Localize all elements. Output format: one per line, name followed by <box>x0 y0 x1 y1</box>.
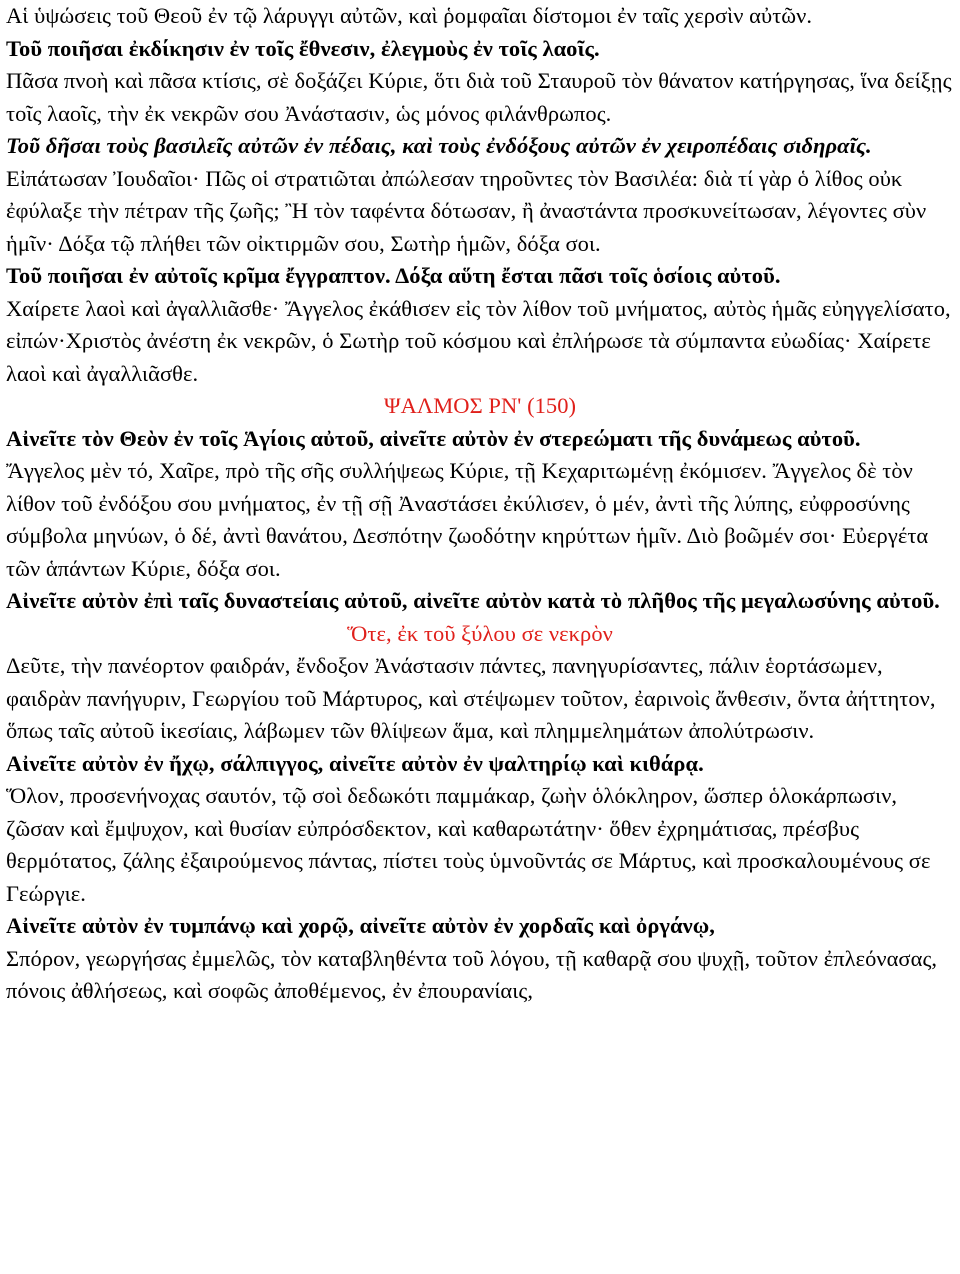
hymn-paragraph: Εἰπάτωσαν Ἰουδαῖοι· Πῶς οἱ στρατιῶται ἀπώλεσαν τηροῦντες τὸν Βασιλέα: διὰ τί γὰρ ὁ λίθος οὐκ ἐφύλαξε τὴν πέτραν τῆς ζωῆς; Ἢ τὸν ταφέντα δότωσαν, ἢ ἀναστάντα προσκυνείτωσαν, λέγοντες σὺν ἡμῖν· Δόξα τῷ πλήθει τῶν οἰκτιρμῶν σου, Σωτὴρ ἡμῶν, δόξα σοι. <box>6 165 927 256</box>
verse-paragraph: Αἱ ὑψώσεις τοῦ Θεοῦ ἐν τῷ λάρυγγι αὐτῶν, καὶ ῥομφαῖαι δίστομοι ἐν ταῖς χερσὶν αὐτῶν. <box>6 3 813 28</box>
hymn-paragraph: Δεῦτε, τὴν πανέορτον φαιδράν, ἔνδοξον Ἀνάστασιν πάντες, πανηγυρίσαντες, πάλιν ἑορτάσωμεν, φαιδρὰν πανήγυριν, Γεωργίου τοῦ Μάρτυρος, καὶ στέψωμεν τοῦτον, ἐαρινοὶς ἄνθεσιν, ὄντα ἀήττητον, ὅπως ταῖς αὐτοῦ ἱκεσίαις, λάβωμεν τῶν θλίψεων ἅμα, καὶ πλημμελημάτων ἀπολύτρωσιν. <box>6 653 936 743</box>
stichos-line: Αἰνεῖτε αὐτὸν ἐν ἤχῳ, σάλπιγγος, αἰνεῖτε αὐτὸν ἐν ψαλτηρίῳ καὶ κιθάρᾳ. <box>6 750 704 776</box>
stichos-line: Αἰνεῖτε αὐτὸν ἐν τυμπάνῳ καὶ χορῷ, αἰνεῖτε αὐτὸν ἐν χορδαῖς καὶ ὀργάνῳ, <box>6 913 715 938</box>
stichos-line: Αἰνεῖτε τὸν Θεὸν ἐν τοῖς Ἁγίοις αὐτοῦ, αἰνεῖτε αὐτὸν ἐν στερεώματι τῆς δυνάμεως αὐτοῦ. <box>6 425 861 451</box>
hymn-paragraph: Σπόρον, γεωργήσας ἐμμελῶς, τὸν καταβληθέντα τοῦ λόγου, τῇ καθαρᾷ σου ψυχῇ, τοῦτον ἐπλεόνασας, πόνοις ἀθλήσεως, καὶ σοφῶς ἀποθέμενος, ἐν ἐπουρανίαις, <box>6 945 938 1003</box>
stichos-line: Τοῦ ποιῆσαι ἐκδίκησιν ἐν τοῖς ἔθνεσιν, ἐλεγμοὺς ἐν τοῖς λαοῖς. <box>6 35 600 61</box>
melody-heading: Ὅτε, ἐκ τοῦ ξύλου σε νεκρὸν <box>347 620 613 646</box>
hymn-paragraph: Χαίρετε λαοὶ καὶ ἀγαλλιᾶσθε· Ἄγγελος ἐκάθισεν εἰς τὸν λίθον τοῦ μνήματος, αὐτὸς ἡμᾶς εὐηγγελίσατο, εἰπών·Χριστὸς ἀνέστη ἐκ νεκρῶν, ὁ Σωτὴρ τοῦ κόσμου καὶ ἐπλήρωσε τὰ σύμπαντα εὐωδίας· Χαίρετε λαοὶ καὶ ἀγαλλιᾶσθε. <box>6 295 951 386</box>
stichos-line: Αἰνεῖτε αὐτὸν ἐπὶ ταῖς δυναστείαις αὐτοῦ, αἰνεῖτε αὐτὸν κατὰ τὸ πλῆθος τῆς μεγαλωσύνης αὐτοῦ. <box>6 588 940 613</box>
hymn-paragraph: Ἄγγελος μὲν τό, Χαῖρε, πρὸ τῆς σῆς συλλήψεως Κύριε, τῇ Κεχαριτωμένῃ ἐκόμισεν. Ἄγγελος δὲ τὸν λίθον τοῦ ἐνδόξου σου μνήματος, ἐν τῇ σῇ Ἀναστάσει ἐκύλισεν, ὁ μέν, ἀντὶ τῆς λύπης, εὐφροσύνης σύμβολα μηνύων, ὁ δέ, ἀντὶ θανάτου, Δεσπότην ζωοδότην κηρύττων ἡμῖν. Διὸ βοῶμέν σοι· Εὐεργέτα τῶν ἁπάντων Κύριε, δόξα σοι. <box>6 458 929 581</box>
stichos-line: Τοῦ ποιῆσαι ἐν αὐτοῖς κρῖμα ἔγγραπτον. Δόξα αὕτη ἔσται πᾶσι τοῖς ὁσίοις αὐτοῦ. <box>6 263 781 288</box>
hymn-paragraph: Πᾶσα πνοὴ καὶ πᾶσα κτίσις, σὲ δοξάζει Κύριε, ὅτι διὰ τοῦ Σταυροῦ τὸν θάνατον κατήργησας, ἵνα δείξῃς τοῖς λαοῖς, τὴν ἐκ νεκρῶν σου Ἀνάστασιν, ὡς μόνος φιλάνθρωπος. <box>6 68 952 126</box>
psalm-heading: ΨΑΛΜΟΣ ΡΝ' (150) <box>383 393 577 418</box>
hymn-paragraph: Ὅλον, προσενήνοχας σαυτόν, τῷ σοὶ δεδωκότι παμμάκαρ, ζωὴν ὁλόκληρον, ὥσπερ ὁλοκάρπωσιν, ζῶσαν καὶ ἔμψυχον, καὶ θυσίαν εὐπρόσδεκτον, καὶ καθαρωτάτην· ὅθεν ἐχρημάτισας, πρέσβυς θερμότατος, ζάλης ἐξαιρούμενος πάντας, πίστει τοὺς ὑμνοῦντάς σε Μάρτυς, καὶ προσκαλουμένους σε Γεώργιε. <box>6 783 931 906</box>
stichos-line: Τοῦ δῆσαι τοὺς βασιλεῖς αὐτῶν ἐν πέδαις, καὶ τοὺς ἐνδόξους αὐτῶν ἐν χειροπέδαις σιδηραῖς. <box>6 133 872 158</box>
